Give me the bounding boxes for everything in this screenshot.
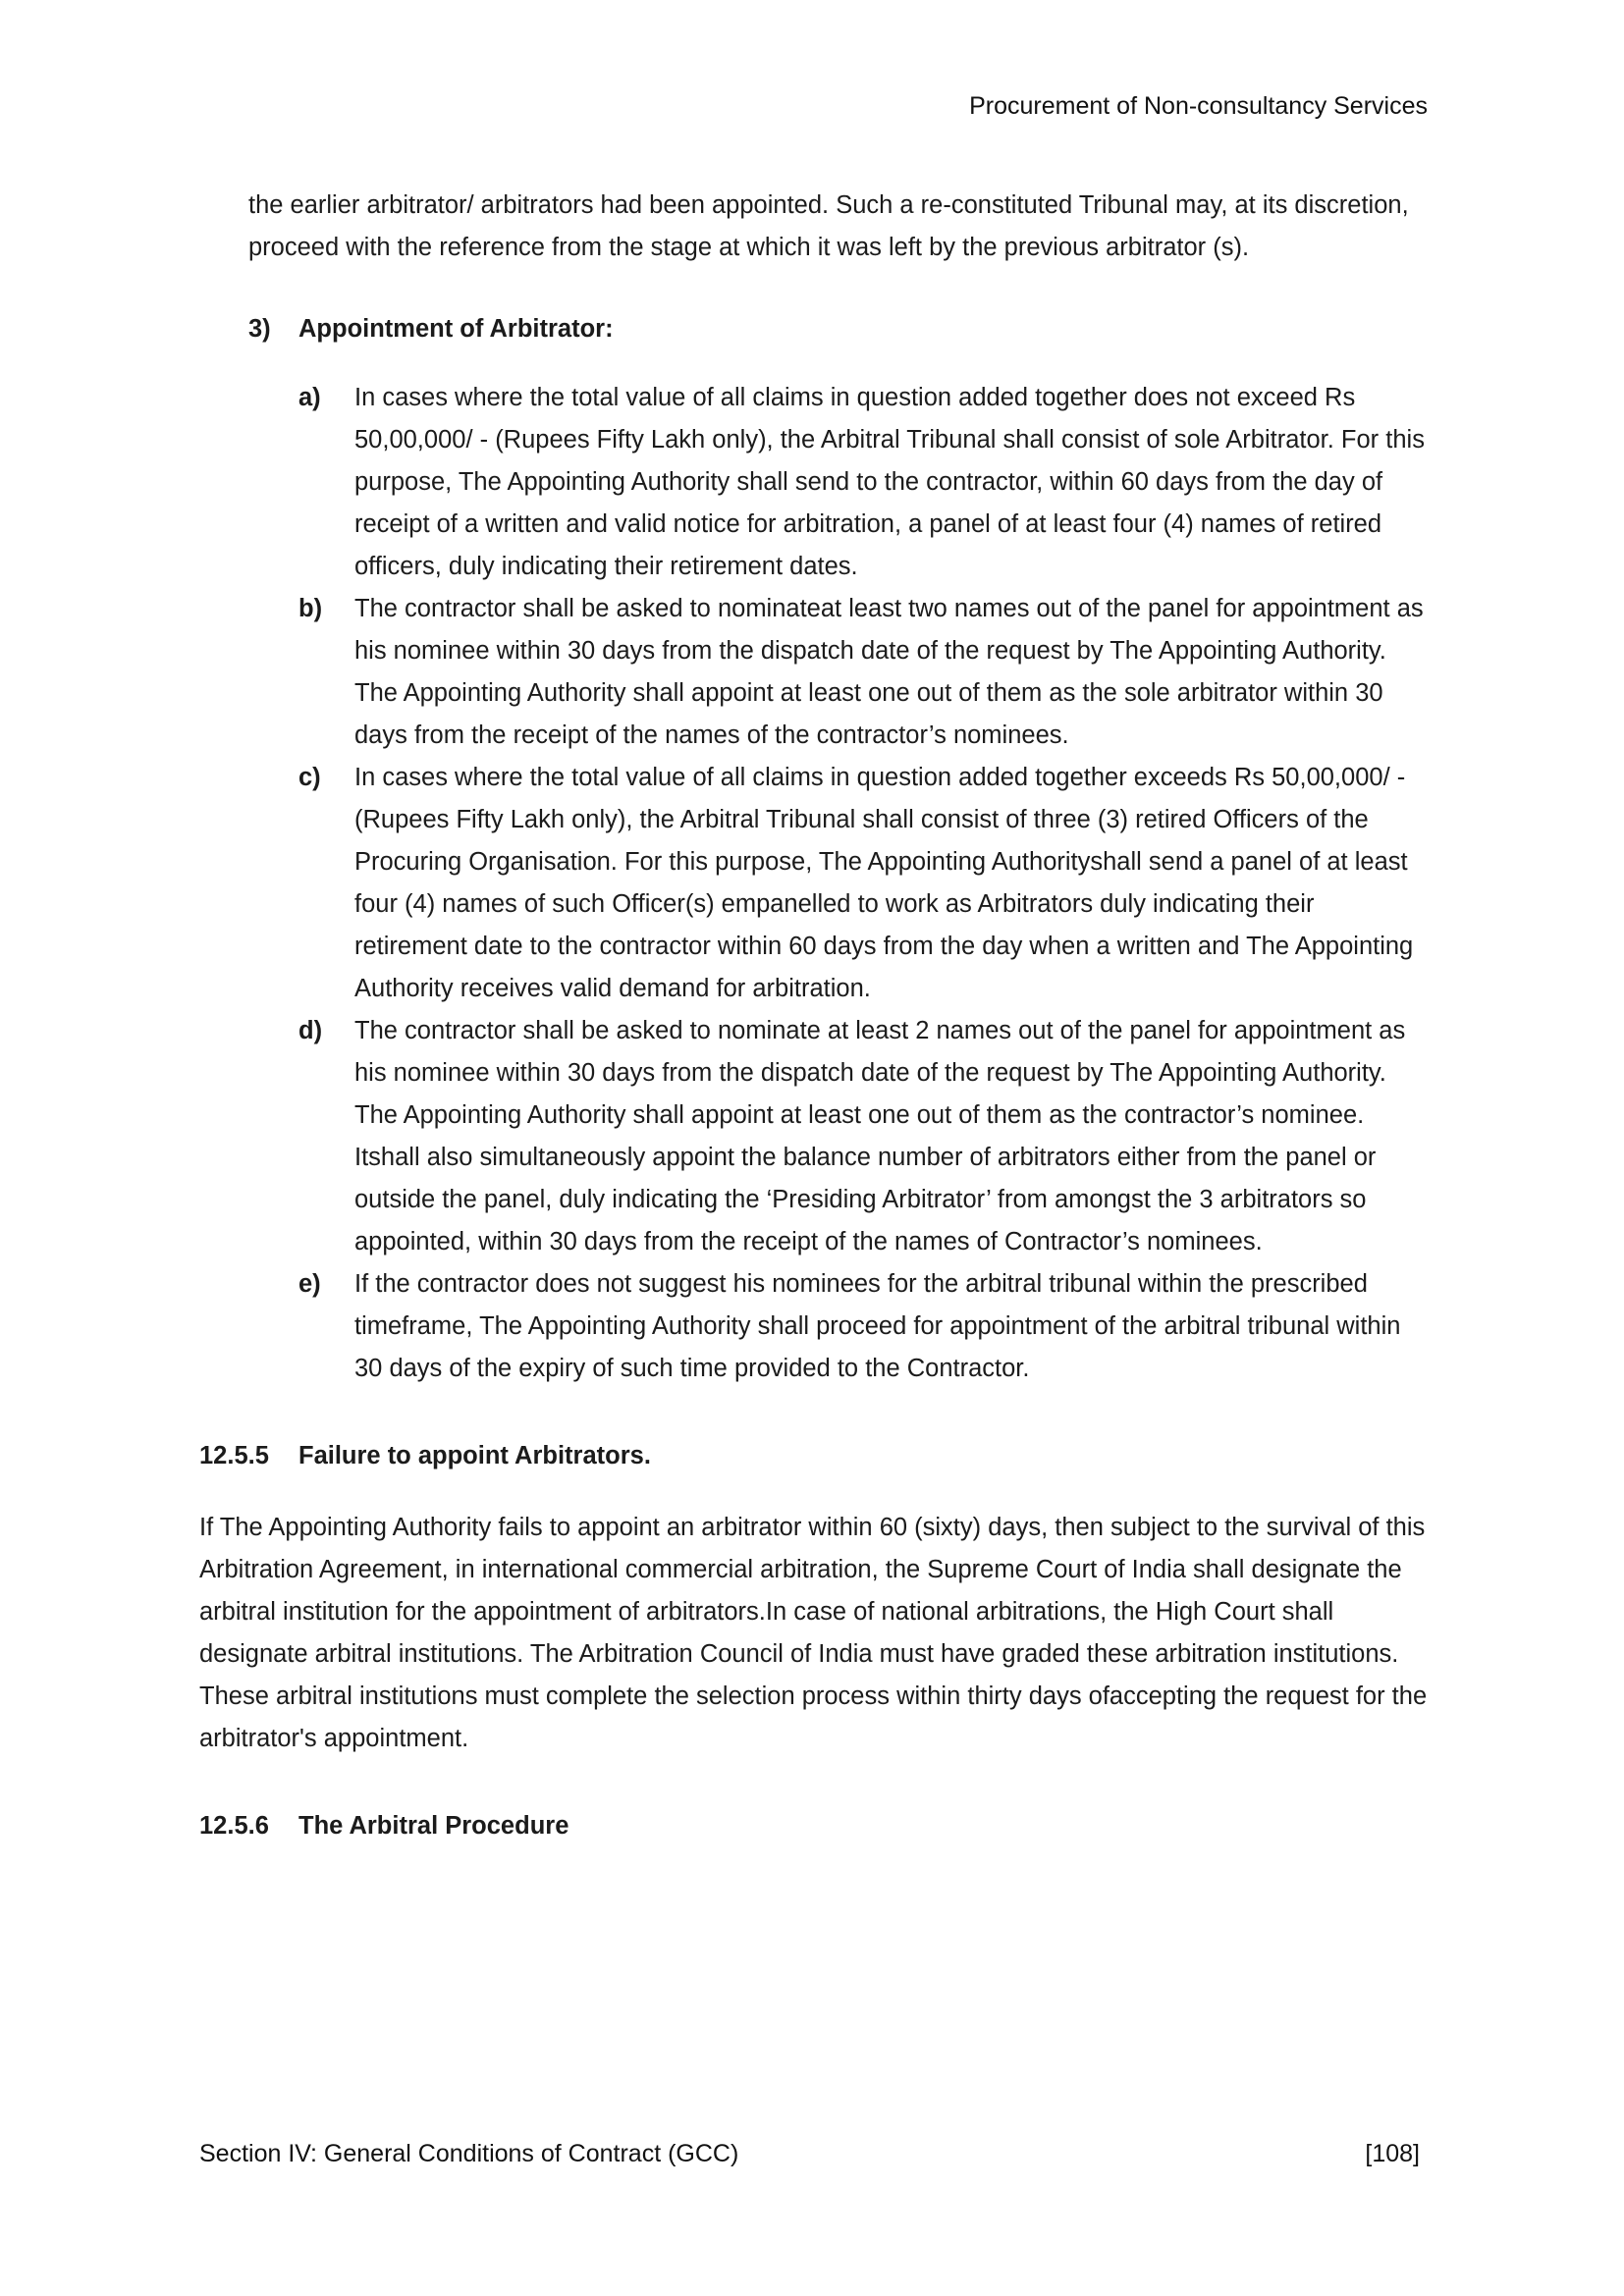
section-1256-heading bbox=[199, 1805, 1432, 1847]
footer-section-label: Section IV: General Conditions of Contract (GCC) bbox=[199, 2140, 739, 2167]
list-item-c-marker: c) bbox=[298, 764, 321, 791]
page-header bbox=[199, 90, 1428, 122]
document-content bbox=[199, 185, 1432, 1847]
list-item-b bbox=[199, 588, 1432, 757]
section-3-number: 3) bbox=[248, 315, 271, 343]
section-3-title: Appointment of Arbitrator: bbox=[298, 315, 614, 343]
list-item-c bbox=[199, 757, 1432, 1010]
list-item-d-marker: d) bbox=[298, 1017, 323, 1044]
list-item-b-text: The contractor shall be asked to nominateat least two names out of the panel for appointment as his nominee within 30 days from the dispatch date of the request by The Appointing Authority. The Appointing Authority shall appoint at least one out of them as the sole arbitrator within 30 days from the receipt of the names of the contractor’s nominees. bbox=[354, 595, 1424, 749]
list-item-a-text: In cases where the total value of all claims in question added together does not exceed Rs 50,00,000/ - (Rupees Fifty Lakh only), the Arbitral Tribunal shall consist of sole Arbitrator. For this purpose, The Appointing Authority shall send to the contractor, within 60 days from the day of receipt of a written and valid notice for arbitration, a panel of at least four (4) names of retired officers, duly indicating their retirement dates. bbox=[354, 384, 1425, 580]
list-item-b-marker: b) bbox=[298, 595, 323, 622]
list-item-d-text: The contractor shall be asked to nominate at least 2 names out of the panel for appointment as his nominee within 30 days from the dispatch date of the request by The Appointing Authority. The Appointing Authority shall appoint at least one out of them as the contractor’s nominee. Itshall also simultaneously appoint the balance number of arbitrators either from the panel or outside the panel, duly indicating the ‘Presiding Arbitrator’ from amongst the 3 arbitrators so appointed, within 30 days from the receipt of the names of Contractor’s nominees. bbox=[354, 1017, 1406, 1255]
intro-paragraph: the earlier arbitrator/ arbitrators had been appointed. Such a re-constituted Tribunal may, at its discretion, proceed with the reference from the stage at which it was left by the previous arbitrator (s). bbox=[248, 191, 1409, 261]
section-1256-number: 12.5.6 bbox=[199, 1812, 269, 1840]
footer-page-number: [108] bbox=[1365, 2140, 1420, 2167]
page-footer bbox=[199, 2138, 1420, 2169]
section-1255-number: 12.5.5 bbox=[199, 1442, 269, 1469]
appointment-list bbox=[199, 377, 1432, 1390]
section-3-heading bbox=[248, 308, 1432, 350]
page-header-text: Procurement of Non-consultancy Services bbox=[969, 92, 1428, 120]
section-1255-title: Failure to appoint Arbitrators. bbox=[298, 1442, 651, 1469]
list-item-c-text: In cases where the total value of all claims in question added together exceeds Rs 50,00,000/ - (Rupees Fifty Lakh only), the Arbitral Tribunal shall consist of three (3) retired Officers of the Procuring Organisation. For this purpose, The Appointing Authorityshall send a panel of at least four (4) names of such Officer(s) empanelled to work as Arbitrators duly indicating their retirement date to the contractor within 60 days from the day when a written and The Appointing Authority receives valid demand for arbitration. bbox=[354, 764, 1414, 1002]
list-item-e-marker: e) bbox=[298, 1270, 321, 1298]
section-1256-title: The Arbitral Procedure bbox=[298, 1812, 569, 1840]
list-item-e-text: If the contractor does not suggest his nominees for the arbitral tribunal within the prescribed timeframe, The Appointing Authority shall proceed for appointment of the arbitral tribunal within 30 days of the expiry of such time provided to the Contractor. bbox=[354, 1270, 1401, 1382]
section-1255-heading bbox=[199, 1435, 1432, 1477]
section-1255-paragraph: If The Appointing Authority fails to appoint an arbitrator within 60 (sixty) days, then subject to the survival of this Arbitration Agreement, in international commercial arbitration, the Supreme Court of India shall designate the arbitral institution for the appointment of arbitrators.In case of national arbitrations, the High Court shall designate arbitral institutions. The Arbitration Council of India must have graded these arbitration institutions. These arbitral institutions must complete the selection process within thirty days ofaccepting the request for the arbitrator's appointment. bbox=[199, 1514, 1428, 1752]
list-item-d bbox=[199, 1010, 1432, 1263]
list-item-a bbox=[199, 377, 1432, 588]
list-item-a-marker: a) bbox=[298, 384, 321, 411]
list-item-e bbox=[199, 1263, 1432, 1390]
